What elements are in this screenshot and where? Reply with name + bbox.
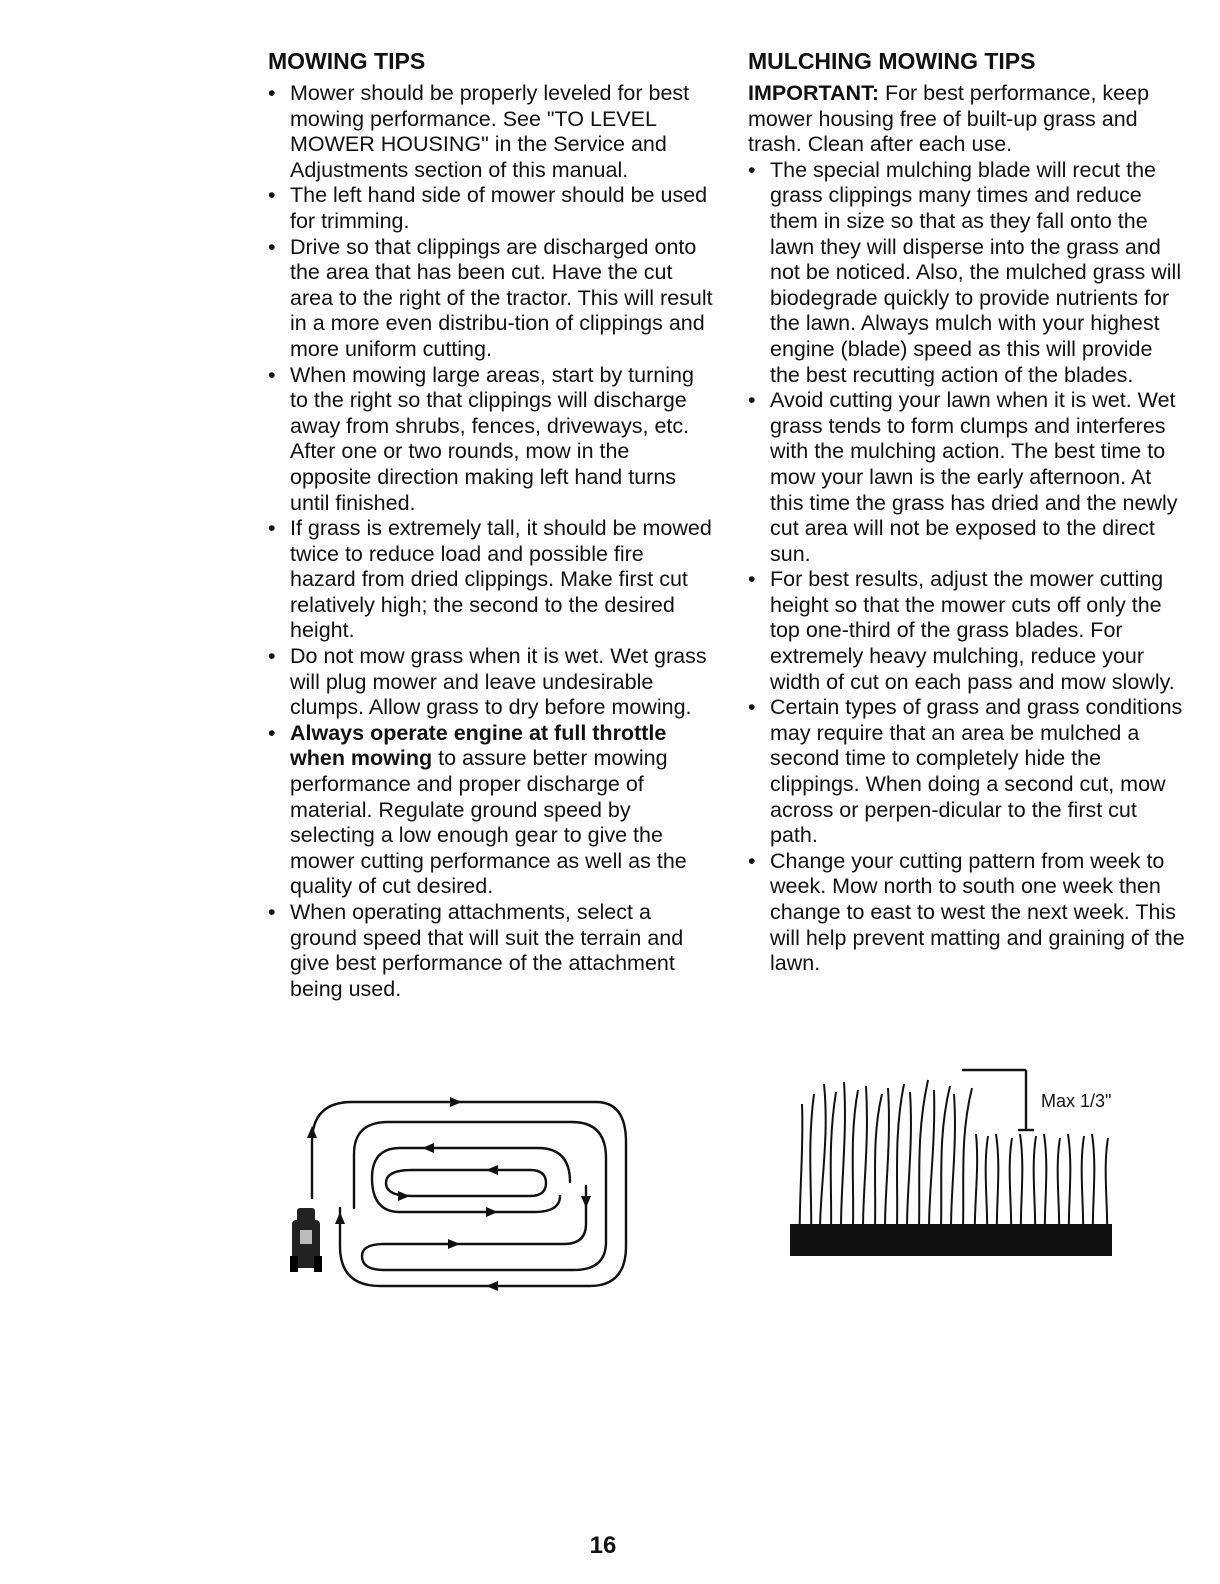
mulching-tips-heading: MULCHING MOWING TIPS (748, 48, 1036, 74)
tractor-icon (290, 1208, 322, 1272)
mowing-tips-section (268, 46, 713, 1002)
mowing-tip-item: • Mower should be properly leveled for best mowing performance. See "TO LEVEL MOWER HOUSING" in the Service and Adjustments section of this manual. (268, 81, 713, 183)
mulching-tips-section (748, 46, 1188, 977)
mulching-tip-item: • Avoid cutting your lawn when it is wet. Wet grass tends to form clumps and interferes with the mulching action. The best time to mow your lawn is the early afternoon. At this time the grass has dried and the newly cut area will not be exposed to the direct sun. (748, 388, 1188, 567)
mulching-tip-item: • Change your cutting pattern from week to week. Mow north to south one week then change to east to west the next week. This will help prevent matting and graining of the lawn. (748, 849, 1188, 977)
mowing-tip-item-throttle (268, 721, 713, 900)
grass-base (790, 1224, 1112, 1256)
mulching-tip-item: • Certain types of grass and grass conditions may require that an area be mulched a second time to completely hide the clippings. When doing a second cut, mow across or perpen-dicular to the first cut path. (748, 695, 1188, 849)
mowing-tip-item: • When mowing large areas, start by turning to the right so that clippings will discharge away from shrubs, fences, driveways, etc. After one or two rounds, mow in the opposite direction making left hand turns until finished. (268, 363, 713, 517)
page-number: 16 (589, 1532, 617, 1559)
mowing-tip-item: • Do not mow grass when it is wet. Wet grass will plug mower and leave undesirable clumps. Allow grass to dry before mowing. (268, 644, 713, 721)
throttle-warning-bold: Always operate engine at full throttle when mowing (290, 720, 667, 771)
mowing-tip-item: • Drive so that clippings are discharged onto the area that has been cut. Have the cut area to the right of the tractor. This will result in a more even distribu-tion of clippings and more uniform cutting. (268, 235, 713, 363)
mulching-tip-item: • For best results, adjust the mower cutting height so that the mower cuts off only the top one-third of the grass blades. For extremely heavy mulching, reduce your width of cut on each pass and mow slowly. (748, 567, 1188, 695)
mowing-tip-item: • If grass is extremely tall, it should be mowed twice to reduce load and possible fire hazard from dried clippings. Make first cut relatively high; the second to the desired height. (268, 516, 713, 644)
throttle-warning-text: to assure better mowing performance and proper discharge of material. Regulate ground speed by selecting a low enough gear to give the mower cutting performance as well as the quality of cut desired. (290, 746, 687, 899)
important-text: For best performance, keep mower housing free of built-up grass and trash. Clean after each use. (748, 81, 1150, 157)
mulching-tips-list (748, 158, 1188, 977)
important-label: IMPORTANT: (748, 81, 879, 105)
mulching-tip-item: • The special mulching blade will recut the grass clippings many times and reduce them in size so that as they fall onto the lawn they will disperse into the grass and not be noticed. Also, the mulched grass will biodegrade quickly to provide nutrients for the lawn. Always mulch with your highest engine (blade) speed as this will provide the best recutting action of the blades. (748, 158, 1188, 388)
mowing-tip-item: • The left hand side of mower should be used for trimming. (268, 183, 713, 234)
mowing-tips-heading: MOWING TIPS (268, 48, 426, 74)
direction-arrows (307, 1097, 591, 1291)
max-height-marker (962, 1070, 1034, 1130)
important-note (748, 81, 1188, 158)
mowing-tip-item: • When operating attachments, select a ground speed that will suit the terrain and give best performance of the attachment being used. (268, 900, 713, 1002)
mowing-pattern-diagram (290, 1096, 640, 1302)
max-third-label: Max 1/3" (1041, 1091, 1112, 1111)
mowing-tips-list (268, 81, 713, 1002)
